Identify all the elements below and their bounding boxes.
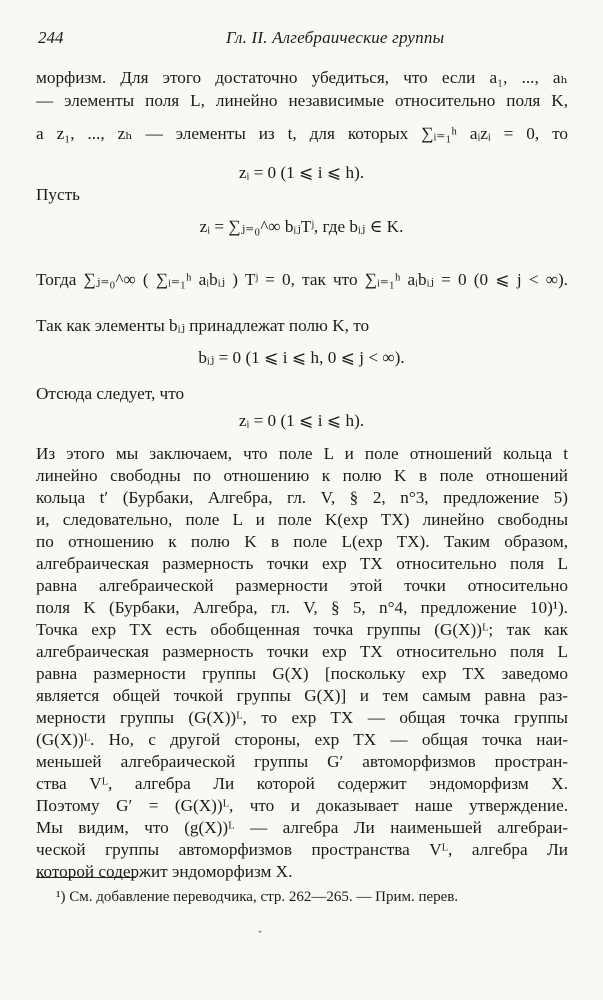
print-mark: ˇ (258, 928, 262, 942)
text-line: равна размерности группы G(X) [поскольку exp TX заведомо (36, 664, 568, 683)
text-line: Из этого мы заключаем, что поле L и поле отношений кольца t (36, 444, 568, 463)
text-line: и, следовательно, поле L и поле K(exp TX) линейно свободны (36, 510, 568, 529)
text-line: является общей точкой группы G(X)] и тем самым равна раз- (36, 686, 568, 705)
text-line: кольца t′ (Бурбаки, Алгебра, гл. V, § 2, n°3, предложение 5) (36, 488, 568, 507)
text-line: Поэтому G′ = (G(X))ᴸ, что и доказывает наше утверждение. (36, 796, 568, 815)
formula-line: zᵢ = 0 (1 ⩽ i ⩽ h). (238, 163, 365, 182)
formula-line: Тогда ∑ⱼ₌₀^∞ ( ∑ᵢ₌₁ʰ aᵢbᵢⱼ ) Tʲ = 0, так что ∑ᵢ₌₁ʰ aᵢbᵢⱼ = 0 (0 ⩽ j < ∞). (36, 270, 568, 289)
text-line: Пусть (36, 185, 80, 204)
text-line: по отношению к полю K в поле L(exp TX). Таким образом, (36, 532, 568, 551)
running-title: Гл. II. Алгебраические группы (226, 28, 445, 47)
formula-line: bᵢⱼ = 0 (1 ⩽ i ⩽ h, 0 ⩽ j < ∞). (198, 348, 405, 367)
text-line: ческой группы автоморфизмов пространства Vᴸ, алгебра Ли (36, 840, 568, 859)
footnote: ¹) См. добавление переводчика, стр. 262—265. — Прим. перев. (56, 889, 459, 905)
text-line: Отсюда следует, что (36, 384, 185, 403)
text-line: алгебраическая размерность точки exp TX относительно поля L (36, 554, 568, 573)
formula-line: zᵢ = 0 (1 ⩽ i ⩽ h). (238, 411, 365, 430)
text-line: морфизм. Для этого достаточно убедиться, что если a₁, ..., aₕ (36, 68, 568, 87)
text-line: мерности группы (G(X))ᴸ, то exp TX — общая точка группы (36, 708, 568, 727)
text-line: — элементы поля L, линейно независимые относительно поля K, (36, 91, 568, 110)
text-line: Точка exp TX есть обобщенная точка группы (G(X))ᴸ; так как (36, 620, 568, 639)
text-line: (G(X))ᴸ. Но, с другой стороны, exp TX — общая точка наи- (36, 730, 568, 749)
page-number: 244 (38, 28, 64, 47)
text-line: алгебраическая размерность точки exp TX относительно поля L (36, 642, 568, 661)
text-line: ства Vᴸ, алгебра Ли которой содержит эндоморфизм X. (36, 774, 568, 793)
running-header (38, 28, 568, 52)
text-line: Мы видим, что (g(X))ᴸ — алгебра Ли наименьшей алгебраи- (36, 818, 568, 837)
text-line: поля K (Бурбаки, Алгебра, гл. V, § 5, n°4, предложение 10)¹). (36, 598, 568, 617)
text-line: которой содержит эндоморфизм X. (36, 862, 293, 881)
formula-line: zᵢ = ∑ⱼ₌₀^∞ bᵢⱼTʲ, где bᵢⱼ ∈ K. (199, 217, 404, 236)
text-line: меньшей алгебраической группы G′ автоморфизмов простран- (36, 752, 568, 771)
text-line: Так как элементы bᵢⱼ принадлежат полю K, то (36, 316, 370, 335)
text-line: линейно свободны по отношению к полю K в поле отношений (36, 466, 568, 485)
text-line: а z₁, ..., zₕ — элементы из t, для которых ∑ᵢ₌₁ʰ aᵢzᵢ = 0, то (36, 124, 568, 143)
text-line: равна алгебраической размерности этой точки относительно (36, 576, 568, 595)
